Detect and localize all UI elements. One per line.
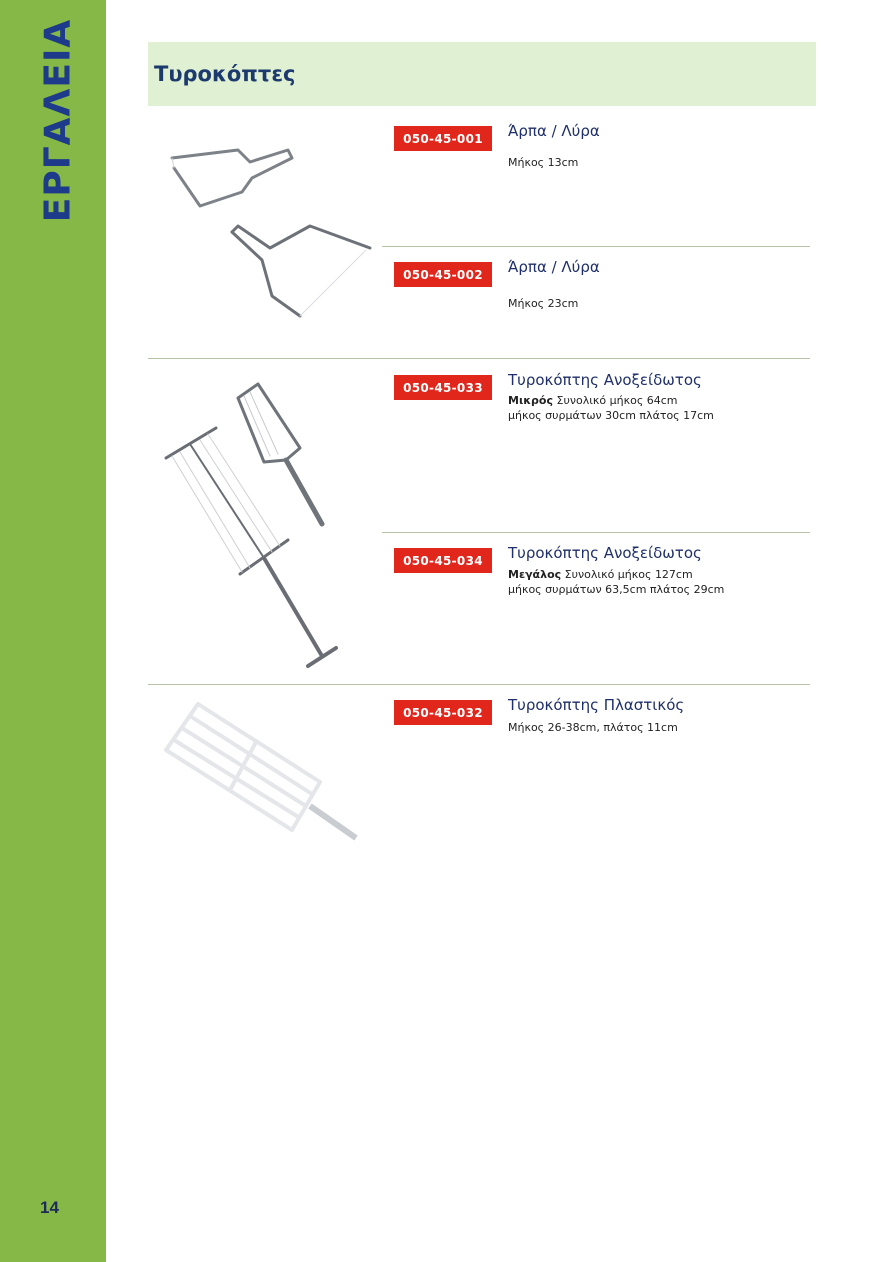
product-spec: Συνολικό μήκος 64cm — [556, 394, 678, 407]
product-title: Τυροκόπτης Ανοξείδωτος — [508, 544, 702, 562]
product-description: Μήκος 23cm — [508, 297, 579, 310]
harp-cutter-large-icon — [232, 226, 370, 316]
product-size-label: Μικρός — [508, 394, 553, 407]
product-title: Άρπα / Λύρα — [508, 122, 600, 140]
section-title — [37, 18, 79, 222]
product-size-label: Μεγάλος — [508, 568, 562, 581]
product-spec-line2: μήκος συρμάτων 63,5cm πλάτος 29cm — [508, 583, 725, 596]
harp-cutter-images — [160, 140, 380, 330]
section-title-text: ΕΡΓΑΛΕΙΑ — [37, 18, 79, 222]
divider — [148, 358, 810, 359]
page-title: Τυροκόπτες — [154, 62, 296, 86]
product-code-badge: 050-45-001 — [394, 126, 492, 151]
product-title: Τυροκόπτης Ανοξείδωτος — [508, 371, 702, 389]
product-spec: Συνολικό μήκος 127cm — [564, 568, 693, 581]
product-code-badge: 050-45-033 — [394, 375, 492, 400]
product-title: Άρπα / Λύρα — [508, 258, 600, 276]
product-code-badge: 050-45-034 — [394, 548, 492, 573]
page-number: 14 — [40, 1198, 59, 1217]
harp-cutter-small-icon — [172, 150, 292, 206]
wire-cutter-images — [160, 380, 380, 670]
product-code-badge: 050-45-002 — [394, 262, 492, 287]
divider — [148, 684, 810, 685]
sidebar — [0, 0, 106, 1262]
product-description: Μήκος 26-38cm, πλάτος 11cm — [508, 721, 678, 734]
product-spec-line2: μήκος συρμάτων 30cm πλάτος 17cm — [508, 409, 714, 422]
plastic-cutter-image — [160, 700, 380, 850]
plastic-cutter-icon — [166, 704, 356, 838]
divider — [382, 246, 810, 247]
product-description — [508, 393, 714, 423]
product-description — [508, 567, 724, 597]
divider — [382, 532, 810, 533]
category-header — [148, 42, 816, 106]
product-code-badge: 050-45-032 — [394, 700, 492, 725]
wire-cutter-small-icon — [238, 384, 322, 524]
product-description: Μήκος 13cm — [508, 156, 579, 169]
product-title: Τυροκόπτης Πλαστικός — [508, 696, 685, 714]
wire-cutter-large-icon — [166, 428, 336, 666]
